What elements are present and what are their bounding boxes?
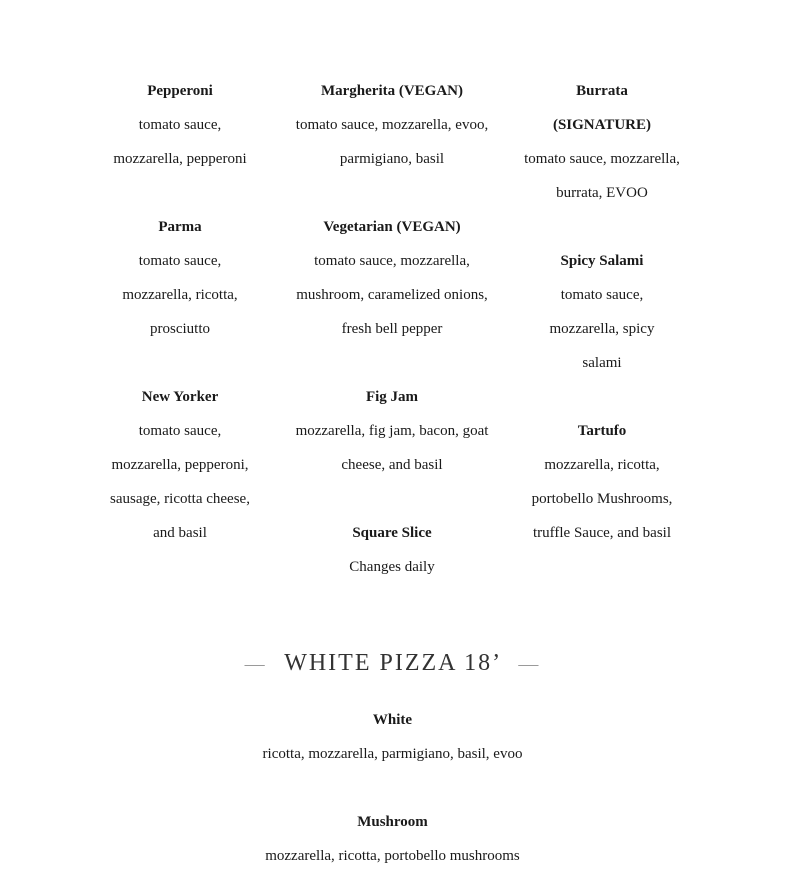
menu-item-description: tomato sauce, mozzarella, burrata, EVOO (524, 151, 680, 201)
menu-item-description: tomato sauce, mozzarella, evoo, parmigiano, basil (295, 117, 489, 167)
menu-item-name: Parma (158, 219, 202, 235)
menu-item-new-yorker (105, 380, 255, 550)
menu-item-white (0, 703, 785, 771)
menu-item-description: mozzarella, ricotta, portobello Mushrooms, truffle Sauce, and basil (531, 457, 673, 541)
white-pizza-heading (0, 650, 785, 677)
menu-column-2 (292, 74, 492, 584)
menu-item-description: tomato sauce, mozzarella, pepperoni (113, 117, 247, 167)
menu-item-description: tomato sauce, mozzarella, spicy salami (549, 287, 655, 371)
menu-item-vegetarian (292, 210, 492, 346)
menu-item-margherita (292, 74, 492, 176)
menu-item-burrata (522, 74, 682, 210)
menu-item-description: tomato sauce, mozzarella, pepperoni, sausage, ricotta cheese, and basil (110, 423, 250, 541)
menu-column-3 (522, 74, 682, 550)
menu-item-description: mozzarella, ricotta, portobello mushrooms (265, 848, 520, 864)
menu-item-name: Burrata (SIGNATURE) (552, 83, 652, 133)
menu-item-square-slice (292, 516, 492, 584)
menu-item-name: Square Slice (352, 525, 432, 541)
menu-item-name: Pepperoni (147, 83, 213, 99)
menu-item-parma (105, 210, 255, 346)
section-title: WHITE PIZZA 18’ (284, 650, 501, 676)
menu-item-name: Spicy Salami (560, 253, 644, 269)
menu-item-name: Margherita (VEGAN) (320, 83, 464, 99)
white-pizza-list (0, 703, 785, 873)
menu-item-description: tomato sauce, mozzarella, ricotta, prosciutto (122, 253, 238, 337)
menu-item-fig-jam (292, 380, 492, 482)
menu-item-description: Changes daily (349, 559, 435, 575)
menu-item-name: Mushroom (357, 814, 428, 830)
menu-item-pepperoni (105, 74, 255, 176)
menu-item-description: ricotta, mozzarella, parmigiano, basil, evoo (262, 746, 523, 762)
menu-item-spicy-salami (522, 244, 682, 380)
heading-dash-left: — (244, 653, 267, 675)
menu-item-mushroom (0, 805, 785, 873)
menu-item-name: Tartufo (577, 423, 627, 439)
menu-item-name: White (372, 712, 413, 728)
menu-item-description: tomato sauce, mozzarella, mushroom, caramelized onions, fresh bell pepper (296, 253, 488, 337)
menu-item-tartufo (522, 414, 682, 550)
menu-item-description: mozzarella, fig jam, bacon, goat cheese, and basil (295, 423, 489, 473)
heading-dash-right: — (518, 653, 541, 675)
menu-item-name: New Yorker (141, 389, 219, 405)
cut-off-header-decoration (0, 0, 785, 4)
menu-item-name: Fig Jam (365, 389, 419, 405)
menu-column-1 (105, 74, 255, 550)
menu-item-name: Vegetarian (VEGAN) (323, 219, 461, 235)
